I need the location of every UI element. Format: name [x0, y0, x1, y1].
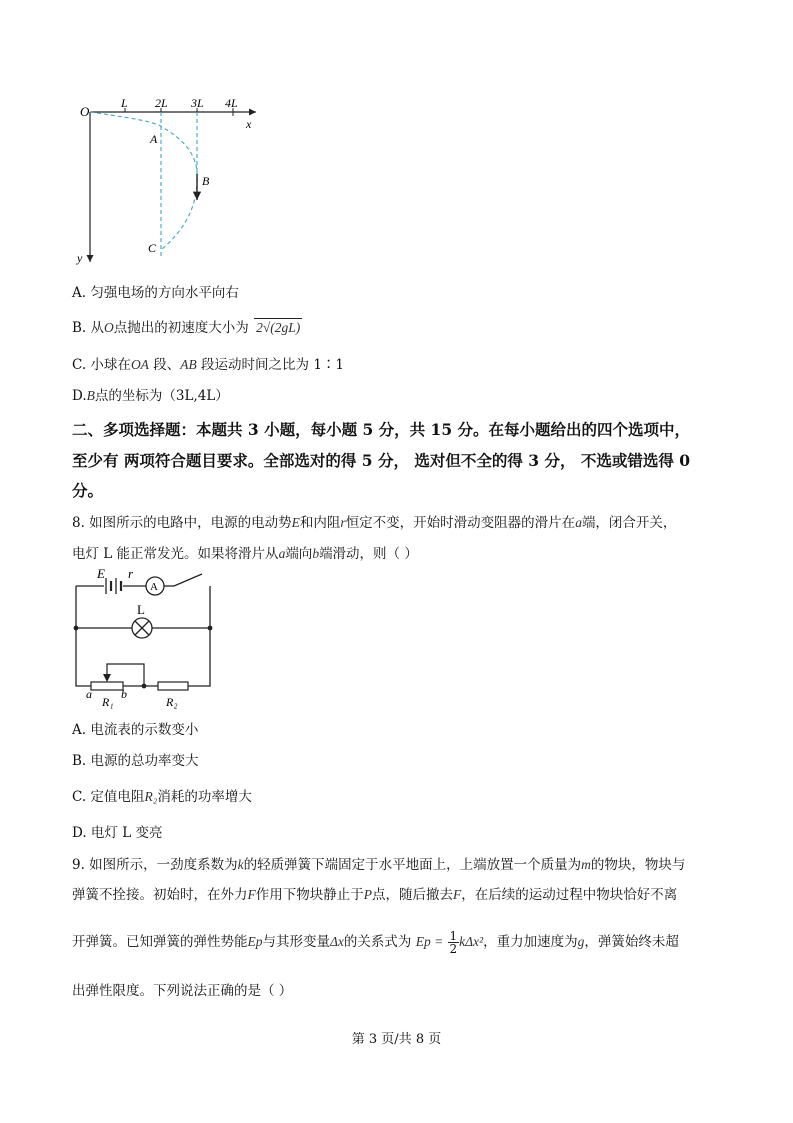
label-tick-4L: 4L [225, 96, 238, 110]
label-end-a: a [86, 687, 92, 701]
page-footer: 第 3 页/共 8 页 [351, 1032, 442, 1047]
fraction-one-half: $\frac{1}{2}$ [449, 929, 458, 956]
sqrt-expression: 2√(2gL) [256, 320, 301, 335]
label-lamp: L [137, 602, 145, 617]
label-end-b: b [121, 687, 127, 701]
q8-stem-line1: 8. 如图所示的电路中，电源的电动势E和内阻r恒定不变，开始时滑动变阻器的滑片在a端，闭合开关， [72, 515, 677, 531]
resistor-r1 [91, 682, 123, 690]
q9-stem-line3: 开弹簧。已知弹簧的弹性势能Ep与其形变量Δx的关系式为 Ep = $\frac{1}{2}$ kΔx²，重力加速度为g，弹簧始终未超 [72, 929, 679, 956]
label-point-c: C [148, 241, 157, 255]
q9-stem-line1: 9. 如图所示，一劲度系数为k的轻质弹簧下端固定于水平地面上，上端放置一个质量为m的物块，物块与 [72, 857, 686, 873]
q7-option-b: B. 从O点抛出的初速度大小为 2√(2gL) [72, 320, 301, 336]
circuit-diagram [66, 566, 226, 716]
label-tick-3L: 3L [191, 96, 204, 110]
label-point-b: B [202, 174, 210, 188]
q8-option-c: C. 定值电阻R₂消耗的功率增大 [72, 789, 252, 805]
q8-stem-line2: 电灯 L 能正常发光。如果将滑片从a端向b端滑动，则（ ） [72, 546, 418, 562]
section2-line1: 二、多项选择题：本题共 3 小题，每小题 5 分，共 15 分。在每小题给出的四个选项中， [72, 420, 691, 439]
slider-arrowhead [103, 674, 111, 682]
q8-option-a: A. 电流表的示数变小 [72, 722, 199, 738]
q9-stem-line2: 弹簧不拴接。初始时，在外力F作用下物块静止于P点，随后撤去F，在后续的运动过程中物块恰好不离 [72, 887, 678, 903]
switch-blade [174, 574, 202, 586]
circuit-outer-wire-right [188, 586, 210, 686]
label-r2: R₂ [166, 695, 178, 709]
label-tick-2L: 2L [155, 96, 168, 110]
label-ammeter: A [150, 581, 158, 593]
q9-stem-line4: 出弹性限度。下列说法正确的是（ ） [72, 983, 293, 999]
node-left-mid [74, 626, 79, 631]
q7-option-c: C. 小球在OA 段、AB 段运动时间之比为 1∶1 [72, 357, 345, 373]
circuit-outer-wire-left [76, 586, 91, 686]
label-y-axis: y [77, 251, 83, 265]
trajectory-figure [72, 92, 272, 272]
node-right-mid [208, 626, 213, 631]
trajectory-curve [90, 112, 197, 250]
q8-option-b: B. 电源的总功率变大 [72, 753, 199, 769]
section2-line2: 至少有 两项符合题目要求。全部选对的得 5 分， 选对但不全的得 3 分， 不选或错选得 0 [72, 451, 691, 470]
section2-line3: 分。 [72, 481, 104, 500]
label-emf: E [97, 566, 105, 581]
label-x-axis: x [246, 117, 252, 131]
label-r1: R₁ [102, 695, 114, 709]
label-internal-r: r [128, 566, 134, 581]
label-origin: O [80, 104, 90, 119]
q8-option-d: D. 电灯 L 变亮 [72, 825, 163, 841]
label-tick-L: L [121, 96, 128, 110]
resistor-r2 [158, 682, 188, 690]
q7-option-a: A. 匀强电场的方向水平向右 [72, 285, 239, 301]
q7-option-d: D.B点的坐标为（3L,4L） [72, 388, 229, 404]
label-point-a: A [150, 132, 158, 146]
